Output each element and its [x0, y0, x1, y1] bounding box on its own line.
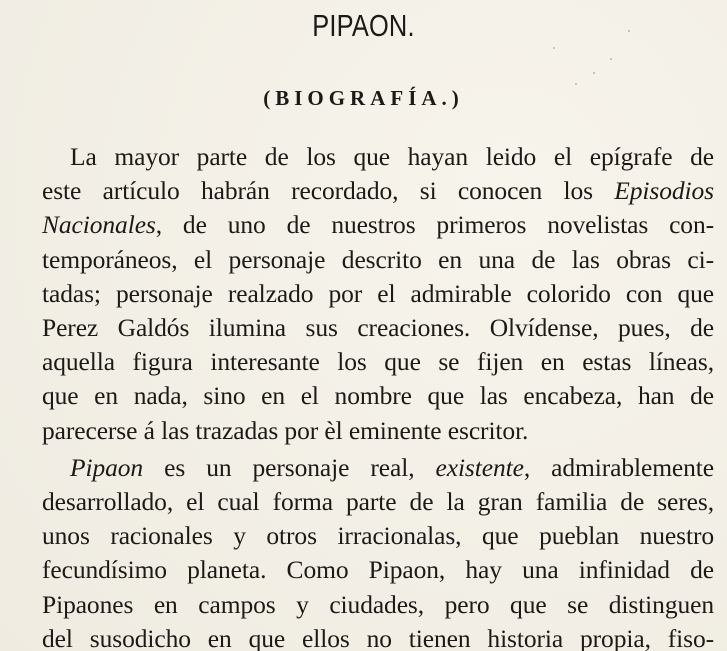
text-run: este artículo habrán recordado, si conocen los [42, 176, 615, 206]
text-line: del susodicho en que ellos no tienen historia propia, fiso- [42, 623, 714, 651]
text-line: Pipaones en campos y ciudades, pero que se distinguen [42, 589, 714, 619]
text-line: tadas; personaje realzado por el admirable colorido con que [42, 278, 714, 308]
text-run: , de uno de nuestros primeros novelistas con- [155, 210, 714, 240]
print-speck [553, 47, 555, 49]
paragraph-1 [14, 140, 714, 448]
text-run: , admirablemente [523, 452, 715, 482]
text-line: Perez Galdós ilumina sus creaciones. Olvídense, pues, de [42, 313, 714, 343]
article-body [14, 140, 714, 651]
italic-run: Episodios [614, 176, 714, 206]
text-run: es un personaje real, [143, 452, 436, 482]
page-subtitle: (BIOGRAFÍA.) [263, 86, 464, 110]
text-line: unos racionales y otros irracionalas, que pueblan nuestro [42, 521, 714, 551]
italic-run: existente [435, 452, 524, 482]
text-line [14, 208, 714, 242]
text-line: aquella figura interesante los que se fijen en estas líneas, [42, 347, 714, 377]
text-line [14, 174, 714, 208]
text-line: que en nada, sino en el nombre que las encabeza, han de [42, 381, 714, 411]
text-line [14, 451, 714, 485]
print-speck [593, 72, 595, 74]
text-line: parecerse á las trazadas por èl eminente escritor. [42, 415, 529, 445]
paragraph-2 [14, 451, 714, 651]
text-line: desarrollado, el cual forma parte de la gran familia de seres, [42, 487, 714, 517]
page-title: PIPAON. [312, 8, 415, 43]
italic-run: Pipaon [70, 452, 144, 482]
text-line: fecundísimo planeta. Como Pipaon, hay una infinidad de [42, 555, 714, 585]
print-speck [575, 83, 577, 85]
print-speck [628, 30, 630, 32]
text-line: temporáneos, el personaje descrito en una de las obras ci- [42, 244, 714, 274]
print-speck [610, 58, 612, 60]
italic-run: Nacionales [42, 210, 156, 240]
text-line: La mayor parte de los que hayan leido el epígrafe de [70, 142, 714, 171]
